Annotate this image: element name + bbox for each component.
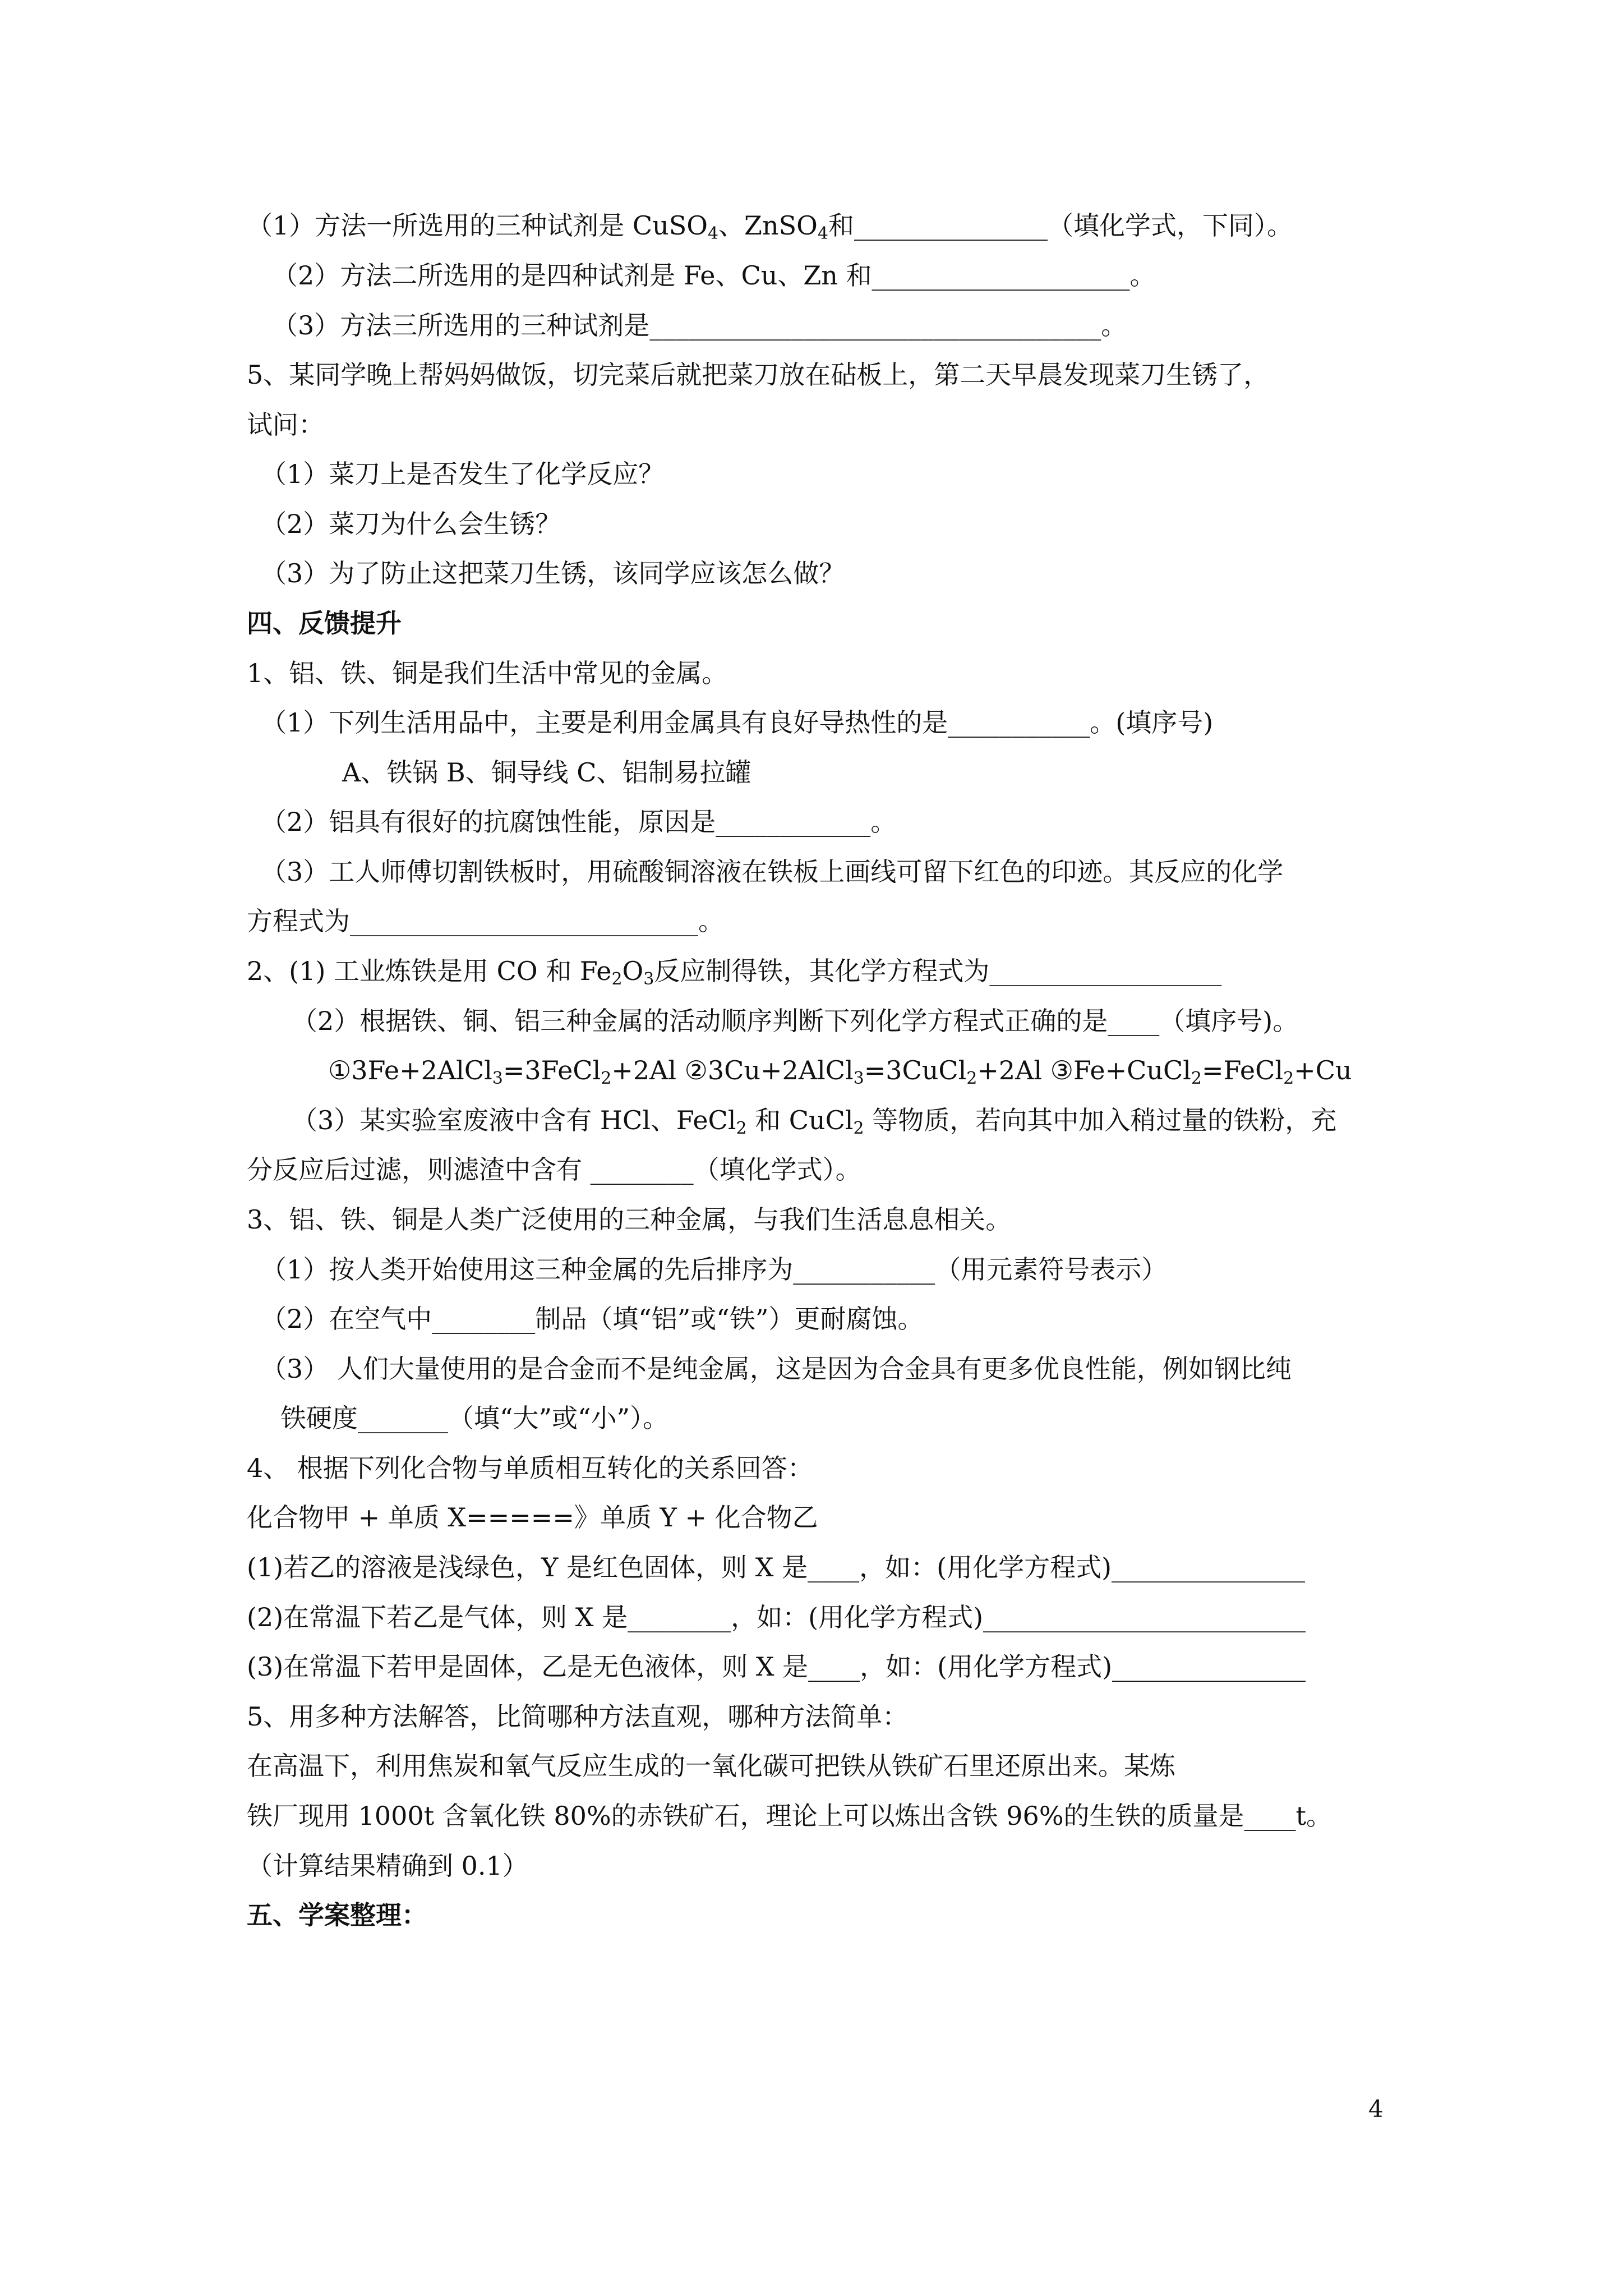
question-5-1: （1）菜刀上是否发生了化学反应？ (261, 459, 665, 489)
feedback-q1-options: A、铁锅 B、铜导线 C、铝制易拉罐 (342, 757, 751, 788)
question-5-stem: 5、某同学晚上帮妈妈做饭，切完菜后就把菜刀放在砧板上，第二天早晨发现菜刀生锈了， (247, 360, 1270, 390)
section-heading-5: 五、学案整理： (247, 1900, 427, 1930)
question-5-stem-cont: 试问： (247, 409, 324, 440)
feedback-q4-relation: 化合物甲 + 单质 X=====》单质 Y + 化合物乙 (247, 1502, 818, 1533)
feedback-q2-2: （2）根据铁、铜、铝三种金属的活动顺序判断下列化学方程式正确的是____（填序号)。 (292, 1006, 1299, 1036)
feedback-q1-3: （3）工人师傅切割铁板时，用硫酸铜溶液在铁板上画线可留下红色的印迹。其反应的化学 (261, 857, 1284, 887)
section-heading-4: 四、反馈提升 (247, 608, 402, 638)
feedback-q2-1: 2、(1) 工业炼铁是用 CO 和 $Fe_2O_3$反应制得铁，其化学方程式为__________________ (247, 956, 1222, 989)
feedback-q3-1: （1）按人类开始使用这三种金属的先后排序为___________（用元素符号表示） (261, 1254, 1168, 1285)
feedback-q5-body-cont: 铁厂现用 1000t 含氧化铁 80%的赤铁矿石，理论上可以炼出含铁 96%的生铁的质量是____t。 (247, 1801, 1332, 1831)
question-5-2: （2）菜刀为什么会生锈？ (261, 509, 561, 539)
page-number: 4 (1368, 2095, 1384, 2123)
feedback-q3: 3、铝、铁、铜是人类广泛使用的三种金属，与我们生活息息相关。 (247, 1204, 1012, 1235)
feedback-q3-2: （2）在空气中________制品（填“铝”或“铁”）更耐腐蚀。 (261, 1304, 924, 1334)
feedback-q1-1: （1）下列生活用品中，主要是利用金属具有良好导热性的是___________。(填序号) (261, 707, 1214, 738)
question-4-1: （1）方法一所选用的三种试剂是 CuSO$_4$、ZnSO$_4$和_______________（填化学式，下同）。 (247, 210, 1293, 243)
feedback-q4-2: (2)在常温下若乙是气体，则 X 是________，如：(用化学方程式)_________________________ (247, 1602, 1306, 1632)
feedback-q1: 1、铝、铁、铜是我们生活中常见的金属。 (247, 658, 728, 688)
feedback-q1-3-cont: 方程式为___________________________。 (247, 906, 724, 936)
question-4-2: （2）方法二所选用的是四种试剂是 Fe、Cu、Zn 和____________________。 (272, 260, 1156, 291)
feedback-q3-3-cont: 铁硬度_______（填“大”或“小”）。 (280, 1403, 669, 1433)
question-4-3: （3）方法三所选用的三种试剂是___________________________________。 (272, 310, 1127, 341)
feedback-q5-note: （计算结果精确到 0.1） (247, 1851, 528, 1881)
feedback-q4-3: (3)在常温下若甲是固体，乙是无色液体，则 X 是____，如：(用化学方程式)_______________ (247, 1651, 1306, 1682)
feedback-q2-3-cont: 分反应后过滤，则滤渣中含有 ________（填化学式）。 (247, 1154, 861, 1185)
question-5-3: （3）为了防止这把菜刀生锈，该同学应该怎么做？ (261, 558, 845, 588)
feedback-q5: 5、用多种方法解答，比简哪种方法直观，哪种方法简单： (247, 1701, 909, 1732)
feedback-q1-2: （2）铝具有很好的抗腐蚀性能，原因是____________。 (261, 807, 897, 837)
feedback-q2-equations: ①3Fe+2AlCl$_3$=3FeCl$_2$+2Al ②3Cu+2AlCl$_3$=3CuCl$_2$+2Al ③Fe+CuCl$_2$=FeCl$_2$+Cu (328, 1055, 1352, 1088)
feedback-q4-1: (1)若乙的溶液是浅绿色，Y 是红色固体，则 X 是____，如：(用化学方程式)_______________ (247, 1552, 1306, 1582)
feedback-q5-body: 在高温下，利用焦炭和氧气反应生成的一氧化碳可把铁从铁矿石里还原出来。某炼 (247, 1751, 1175, 1781)
feedback-q2-3: （3）某实验室废液中含有 HCl、FeCl$_2$ 和 CuCl$_2$ 等物质，若向其中加入稍过量的铁粉，充 (292, 1105, 1337, 1138)
feedback-q3-3: （3） 人们大量使用的是合金而不是纯金属，这是因为合金具有更多优良性能，例如钢比纯 (261, 1354, 1292, 1384)
feedback-q4: 4、 根据下列化合物与单质相互转化的关系回答： (247, 1453, 813, 1483)
